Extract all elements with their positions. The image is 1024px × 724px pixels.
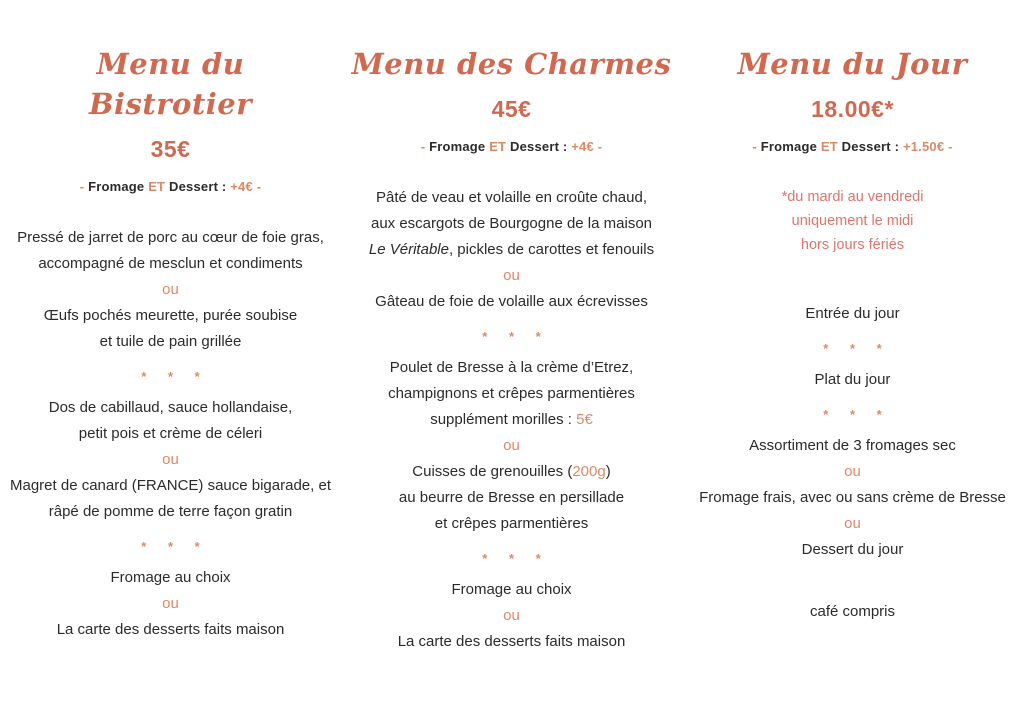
text-segment: +4€ [571,139,594,154]
dish-line [351,407,672,433]
menu-column-jour [682,44,1023,655]
or-separator: ou [503,607,520,624]
text-segment: accompagné de mesclun et condiments [38,255,303,272]
menu-supplement [692,139,1013,155]
text-segment: hors jours fériés [800,237,905,253]
dish-line [10,251,331,277]
or-separator: ou [503,437,520,454]
menu-supplement [10,179,331,195]
text-segment: - [252,179,262,194]
text-segment: Pressé de jarret de porc au cœur de foie gras, [17,229,324,246]
dish-line [10,329,331,355]
text-segment: Dessert : [165,179,231,194]
text-segment: 200g [572,463,606,480]
text-segment: - [944,139,953,154]
text-segment: Entrée du jour [805,305,900,322]
dish-line [692,367,1013,393]
text-segment: Cuisses de grenouilles ( [412,463,573,480]
text-segment: Dessert : [837,139,903,154]
dish-line [10,421,331,447]
text-segment: uniquement le midi [791,213,914,229]
menu-note-line [692,233,1013,257]
text-segment: aux escargots de Bourgogne de la maison [370,215,652,232]
text-segment: petit pois et crème de céleri [78,425,263,442]
text-segment: ET [148,179,166,194]
text-segment: - [79,179,89,194]
dish-line [10,225,331,251]
text-segment: champignons et crêpes parmentières [388,385,635,402]
menu-body [692,185,1013,625]
text-segment: , pickles de carottes et fenouils [448,241,655,258]
text-segment: Magret de canard (FRANCE) sauce bigarade, et [10,477,331,494]
or-separator: ou [503,267,520,284]
dish-line [692,599,1013,625]
dish-line [351,629,672,655]
dish-line [692,537,1013,563]
dish-line [10,395,331,421]
dish-line [692,485,1013,511]
menu-column-bistrotier [0,44,341,655]
dish-line [351,485,672,511]
dish-line [10,473,331,499]
text-segment: - [420,139,430,154]
text-segment: Gâteau de foie de volaille aux écrevisses [375,293,648,310]
menu-note-line [692,185,1013,209]
text-segment: et crêpes parmentières [434,515,589,532]
text-segment: Le Véritable [368,241,449,258]
text-segment: supplément morilles : [430,411,577,428]
or-separator: ou [162,281,179,298]
text-segment: ET [820,139,838,154]
dish-line [10,565,331,591]
text-segment: café compris [809,603,896,620]
text-segment: ET [489,139,507,154]
dish-line [10,303,331,329]
text-segment: - [593,139,603,154]
dish-line [10,499,331,525]
or-separator: ou [844,515,861,532]
or-separator: ou [162,451,179,468]
or-separator: ou [844,463,861,480]
dish-line [351,185,672,211]
dish-line [351,381,672,407]
text-segment: Plat du jour [814,371,891,388]
text-segment: +1.50€ [902,139,945,154]
stars-separator: * * * [482,329,550,344]
menu-title: Menu des Charmes [351,47,672,81]
menu-price: 45€ [491,96,532,122]
text-segment: Dessert du jour [801,541,904,558]
text-segment: Fromage [760,139,821,154]
dish-line [351,355,672,381]
spacer [692,257,1013,301]
menu-title: Menu du Jour [737,47,968,81]
text-segment: La carte des desserts faits maison [397,633,626,650]
text-segment: +4€ [230,179,253,194]
text-segment: Fromage [429,139,490,154]
text-segment: Fromage au choix [451,581,572,598]
text-segment: Dos de cabillaud, sauce hollandaise, [48,399,293,416]
stars-separator: * * * [141,539,209,554]
menu-body [351,185,672,655]
dish-line [692,301,1013,327]
dish-line [351,459,672,485]
menu-price: 35€ [150,136,191,162]
dish-line [692,433,1013,459]
menu-column-charmes [341,44,682,655]
text-segment: Poulet de Bresse à la crème d’Etrez, [389,359,634,376]
stars-separator: * * * [823,341,891,356]
dish-line [10,617,331,643]
text-segment: et tuile de pain grillée [99,333,242,350]
stars-separator: * * * [482,551,550,566]
text-segment: râpé de pomme de terre façon gratin [48,503,293,520]
text-segment: Dessert : [506,139,572,154]
text-segment: 5€ [576,411,593,428]
dish-line [351,289,672,315]
or-separator: ou [162,595,179,612]
text-segment: Pâté de veau et volaille en croûte chaud, [375,189,648,206]
stars-separator: * * * [141,369,209,384]
text-segment: Fromage frais, avec ou sans crème de Bresse [699,489,1006,506]
text-segment: *du mardi au vendredi [781,189,924,205]
text-segment: Fromage au choix [110,569,231,586]
dish-line [351,511,672,537]
text-segment: ) [605,463,611,480]
spacer [692,563,1013,599]
text-segment: - [752,139,761,154]
dish-line [351,211,672,237]
menu-price: 18.00€* [811,96,894,122]
text-segment: La carte des desserts faits maison [56,621,285,638]
menu-title: Menu du Bistrotier [88,47,252,121]
menu-body [10,225,331,643]
menu-supplement [351,139,672,155]
dish-line [351,577,672,603]
text-segment: au beurre de Bresse en persillade [398,489,625,506]
text-segment: Œufs pochés meurette, purée soubise [43,307,298,324]
menu-note-line [692,209,1013,233]
dish-line [351,237,672,263]
stars-separator: * * * [823,407,891,422]
text-segment: Assortiment de 3 fromages sec [749,437,956,454]
text-segment: Fromage [88,179,149,194]
